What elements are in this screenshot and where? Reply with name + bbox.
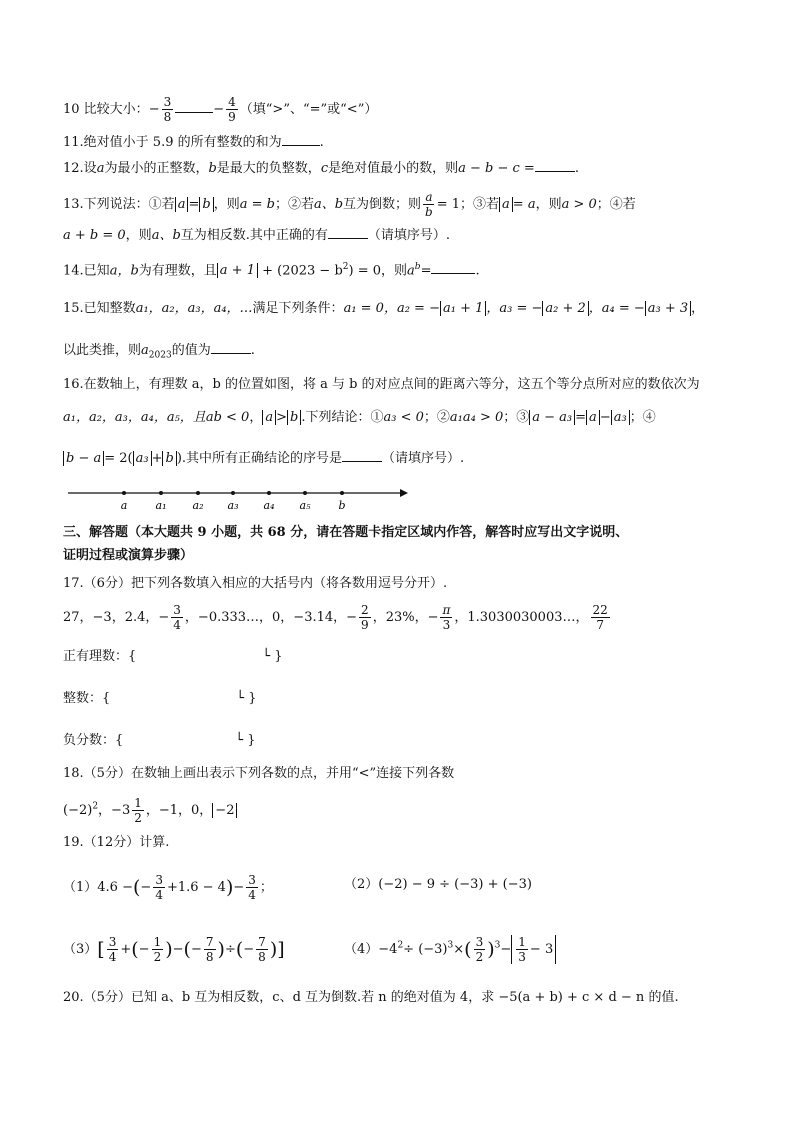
number-line-label: a₅ xyxy=(299,499,311,512)
question-15-line-2: 以此类推，则$a_{2023}$的值为 . xyxy=(63,340,255,365)
number-line-figure xyxy=(66,484,408,512)
section-3-heading-line-2: 证明过程或演算步骤） xyxy=(63,548,194,563)
q17-integers: 整数：{ └ } xyxy=(63,691,257,706)
answer-blank[interactable] xyxy=(535,158,575,172)
question-11: 11.绝对值小于 5.9 的所有整数的和为 . xyxy=(63,132,324,152)
question-13-line-2: a + b = 0，则a、b互为相反数.其中正确的有 （请填序号）. xyxy=(63,225,450,245)
q17-positive-rationals: 正有理数：{ └ } xyxy=(63,649,283,664)
question-15: 15.已知整数a₁，a₂，a₃，a₄，…满足下列条件：a₁ = 0，a₂ = − a₁ + 1 ，a₃ = − a₂ + 2 ，a₄ = − a₃ + 3 ， xyxy=(63,301,705,316)
number-line-label: a₄ xyxy=(263,499,275,512)
arrow-icon xyxy=(400,489,408,497)
answer-blank[interactable] xyxy=(342,448,382,462)
question-13: 13.下列说法：①若 a = b ，则a = b；②若a、b互为倒数；则 $\frac{a}{b}$ = 1；③若 a = a，则a > 0；④若 xyxy=(63,190,636,219)
fraction: $\frac{4}{9}$ xyxy=(228,95,236,124)
number-line-label: b xyxy=(338,499,346,512)
number-line-point xyxy=(303,491,307,495)
q19-part-4: $(4)-4^2\div (-3)^3\times$( $\frac{3}{2}$ )$^3$− $\frac{1}{3}$ − 3 xyxy=(344,935,556,964)
question-12: 12.设a为最小的正整数，b是最大的负整数，c是绝对值最小的数，则a − b − c = . xyxy=(63,158,579,178)
number-line-label: a xyxy=(120,499,128,512)
question-10: 10 比较大小：− $\frac{3}{8}$ − $\frac{4}{9}$ （填“>”、“=”或“<”） xyxy=(63,95,378,124)
answer-blank[interactable] xyxy=(211,340,251,354)
q18-numbers: $(-2)^2$，−3 $\frac{1}{2}$ ，−1，0， −2 xyxy=(63,796,237,825)
number-line-point xyxy=(340,491,344,495)
fraction: $\frac{1}{2}$ xyxy=(134,796,142,825)
answer-blank[interactable] xyxy=(282,132,320,146)
question-17: 17.（6分）把下列各数填入相应的大括号内（将各数用逗号分开）. xyxy=(63,576,448,591)
section-3-heading: 三、解答题（本大题共 9 小题，共 68 分，请在答题卡指定区域内作答，解答时应写出文字说明、 xyxy=(63,525,629,540)
question-16-line-3: b − a = 2( a₃ + b ).其中所有正确结论的序号是 （请填序号）. xyxy=(63,448,464,468)
q10-label: 10 比较大小： xyxy=(63,102,149,117)
q17-negative-fractions: 负分数：{ └ } xyxy=(63,733,256,748)
answer-blank[interactable] xyxy=(431,260,475,274)
question-20: 20.（5分）已知 a、b 互为相反数，c、d 互为倒数.若 n 的绝对值为 4，求 −5(a + b) + c × d − n 的值. xyxy=(63,990,679,1005)
fraction: $\frac{a}{b}$ xyxy=(425,190,433,219)
number-line-label: a₂ xyxy=(192,499,204,512)
question-18: 18.（5分）在数轴上画出表示下列各数的点，并用“<”连接下列各数 xyxy=(63,766,455,781)
q17-number-list: 27，−3，2.4，− $\frac{3}{4}$ ，−0.333…，0，−3.14，− $\frac{2}{9}$ ，23%，− $\frac{\pi}{3}$ ，1.3030030003…， $\frac{22}{7}$ xyxy=(63,603,608,632)
answer-blank[interactable] xyxy=(175,99,213,113)
number-line-point xyxy=(231,491,235,495)
q19-part-1: （1）4.6 −(− $\frac{3}{4}$ +1.6 − 4)− $\frac{3}{4}$ ； xyxy=(63,873,273,902)
number-line-point xyxy=(196,491,200,495)
fraction: $\frac{22}{7}$ xyxy=(592,603,608,632)
fraction: $\frac{3}{4}$ xyxy=(173,603,181,632)
fraction: $\frac{2}{9}$ xyxy=(361,603,369,632)
question-14: 14.已知a，b为有理数，且 $a + 1 + (2023 - b^2) = 0$，则$a^b=$ . xyxy=(63,262,480,279)
question-19: 19.（12分）计算. xyxy=(63,835,170,850)
question-16: 16.在数轴上，有理数 a，b 的位置如图，将 a 与 b 的对应点间的距离六等分，这五个等分点所对应的数依次为 xyxy=(63,377,700,392)
number-line-label: a₃ xyxy=(227,499,239,512)
fraction: $\frac{3}{8}$ xyxy=(163,95,172,124)
number-line-label: a₁ xyxy=(155,499,167,512)
q19-part-2: （2）(−2) − 9 ÷ (−3) + (−3) xyxy=(344,877,532,892)
q19-part-3: （3）[ $\frac{3}{4}$ +(− $\frac{1}{2}$ )−(− $\frac{7}{8}$ )÷(− $\frac{7}{8}$ )] xyxy=(63,935,285,964)
answer-blank[interactable] xyxy=(328,225,368,239)
fraction: $\frac{\pi}{3}$ xyxy=(442,603,451,632)
number-line-point xyxy=(267,491,271,495)
number-line-point xyxy=(122,491,126,495)
question-16-line-2: a₁，a₂，a₃，a₄，a₅，且ab < 0， a > b .下列结论：①a₃ < 0；②a₁a₄ > 0；③ a − a₃ = a − a₃ ；④ xyxy=(63,410,656,425)
number-line-point xyxy=(159,491,163,495)
